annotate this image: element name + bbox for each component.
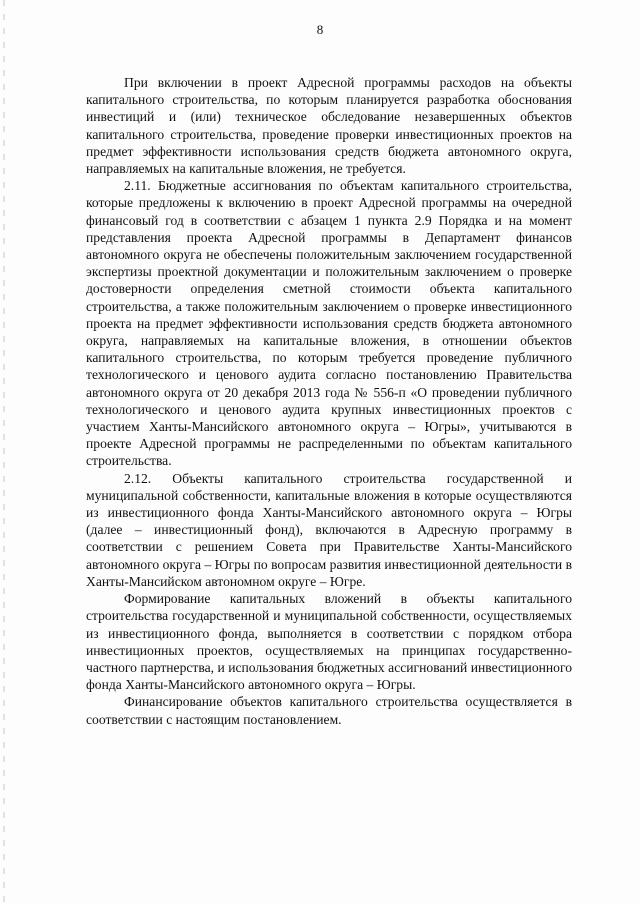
paragraph-financing: Финансирование объектов капитального строительства осуществляется в соответствии с настоящим постановлением. [86,694,572,727]
scan-edge-artifact [3,0,5,905]
document-body [86,74,572,728]
paragraph-capital-investments-formation: Формирование капитальных вложений в объекты капитального строительства государственной и муниципальной собственности, осуществляемых из инвестиционного фонда, выполняется в соответствии с порядком отбора инвестиционных проектов, осуществляемых на принципах государственно-частного партнерства, и использования бюджетных ассигнований инвестиционного фонда Ханты-Мансийского автономного округа – Югры. [86,591,572,693]
paragraph-address-program-exclusion: При включении в проект Адресной программы расходов на объекты капитального строительства, по которым планируется разработка обоснования инвестиций и (или) техническое обследование незавершенных объектов капитального строительства, проведение проверки инвестиционных проектов на предмет эффективности использования средств бюджета автономного округа, направляемых на капитальные вложения, не требуется. [86,75,572,177]
page-number: 8 [316,22,324,37]
paragraph-2-12: 2.12. Объекты капитального строительства государственной и муниципальной собственности, капитальные вложения в которые осуществляются из инвестиционного фонда Ханты-Мансийского автономного округа – Югры (далее – инвестиционный фонд), включаются в Адресную программу в соответствии с решением Совета при Правительстве Ханты-Мансийского автономного округа – Югры по вопросам развития инвестиционной деятельности в Ханты-Мансийском автономном округе – Югре. [86,470,572,589]
paragraph-2-11: 2.11. Бюджетные ассигнования по объектам капитального строительства, которые предложены к включению в проект Адресной программы на очередной финансовый год в соответствии с абзацем 1 пункта 2.9 Порядка и на момент представления проекта Адресной программы в Департамент финансов автономного округа не обеспечены положительным заключением государственной экспертизы проектной документации и положительным заключением о проверке достоверности определения сметной стоимости объекта капитального строительства, а также положительным заключением о проверке инвестиционного проекта на предмет эффективности использования средств бюджета автономного округа, направляемых на капитальные вложения, в отношении объектов капитального строительства, по которым требуется проведение публичного технологического и ценового аудита согласно постановлению Правительства автономного округа от 20 декабря 2013 года № 556-п «О проведении публичного технологического и ценового аудита крупных инвестиционных проектов с участием Ханты-Мансийского автономного округа – Югры», учитываются в проекте Адресной программы не распределенными по объектам капитального строительства. [86,178,572,469]
